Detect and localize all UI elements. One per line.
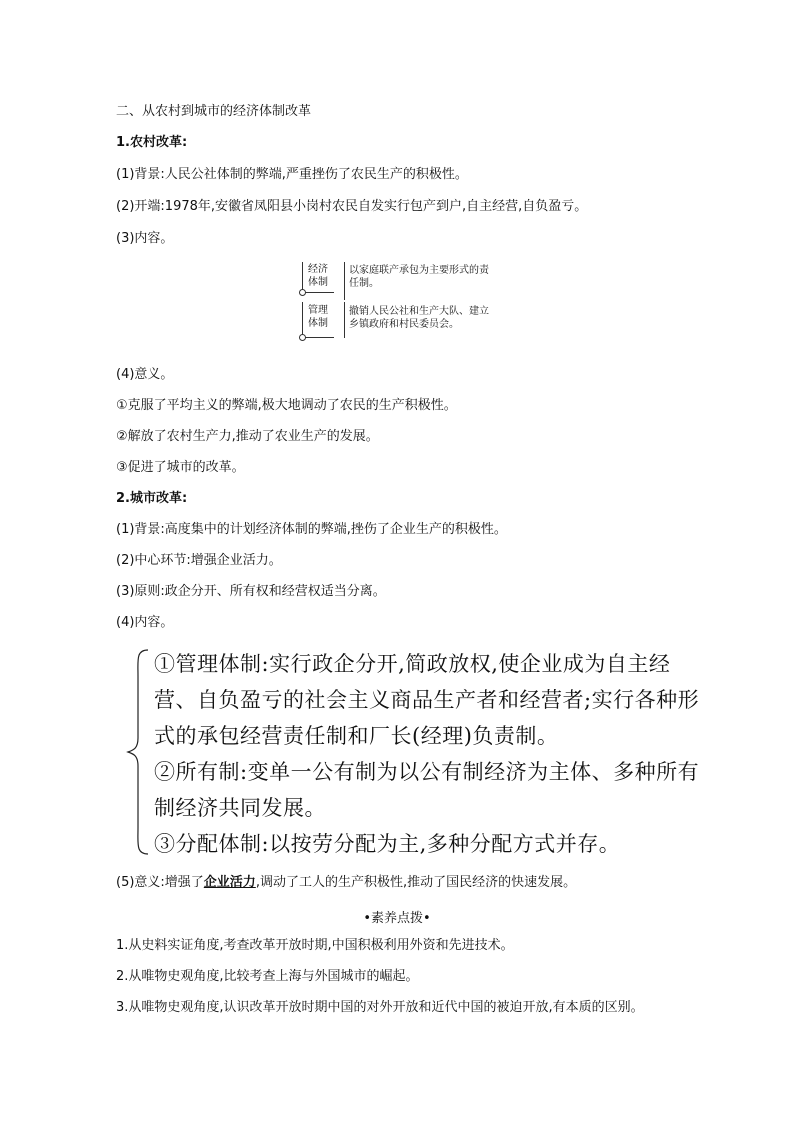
urban-meaning-prefix: (5)意义:增强了 [116,875,204,890]
urban-content-block [126,646,756,858]
economic-label-1: 经济 [308,264,328,275]
management-node-dot [299,334,306,341]
tips-item-3: 3.从唯物史观角度,认识改革开放时期中国的对外开放和近代中国的被迫开放,有本质的区别。 [116,1000,644,1015]
content-line-3: 式的承包经营责任制和厂长(经理)负责制。 [154,724,559,748]
content-line-4: ②所有制:变单一公有制为以公有制经济为主体、多种所有 [154,760,700,784]
management-label-1: 管理 [308,305,328,316]
content-line-6: ③分配体制:以按劳分配为主,多种分配方式并存。 [154,832,621,856]
rural-meaning-2: ②解放了农村生产力,推动了农业生产的发展。 [116,429,379,444]
rural-content-label: (3)内容。 [116,231,174,246]
economic-text-2: 任制。 [349,278,379,289]
urban-principle: (3)原则:政企分开、所有权和经营权适当分离。 [116,584,386,599]
urban-meaning-suffix: ,调动了工人的生产积极性,推动了国民经济的快速发展。 [255,875,577,890]
content-line-1: ①管理体制:实行政企分开,简政放权,使企业成为自主经 [154,652,671,676]
management-label-2: 体制 [308,318,328,329]
section-title: 二、从农村到城市的经济体制改革 [116,104,312,119]
management-divider [302,337,334,338]
economic-divider [302,292,334,293]
rural-meaning-3: ③促进了城市的改革。 [116,460,245,475]
tips-item-1: 1.从史料实证角度,考查改革开放时期,中国积极利用外资和先进技术。 [116,938,514,953]
tips-item-2: 2.从唯物史观角度,比较考查上海与外国城市的崛起。 [116,969,419,984]
rural-heading: 1.农村改革: [116,135,188,150]
rural-meaning-label: (4)意义。 [116,367,174,382]
management-text-1: 撤销人民公社和生产大队、建立 [349,306,489,317]
management-separator [344,302,345,338]
economic-separator [344,262,345,300]
urban-background: (1)背景:高度集中的计划经济体制的弊端,挫伤了企业生产的积极性。 [116,522,507,537]
urban-heading: 2.城市改革: [116,491,188,506]
economic-bracket-line [302,262,303,290]
urban-center: (2)中心环节:增强企业活力。 [116,553,282,568]
urban-meaning-underlined: 企业活力 [203,875,256,890]
economic-text-1: 以家庭联产承包为主要形式的责 [349,265,489,276]
economic-label-2: 体制 [308,277,328,288]
curly-brace-icon [126,646,156,858]
management-text-2: 乡镇政府和村民委员会。 [349,319,459,330]
urban-content-label: (4)内容。 [116,615,174,630]
rural-background: (1)背景:人民公社体制的弊端,严重挫伤了农民生产的积极性。 [116,167,468,182]
economic-node-dot [299,289,306,296]
urban-meaning [116,875,576,891]
rural-start: (2)开端:1978年,安徽省凤阳县小岗村农民自发实行包产到户,自主经营,自负盈亏。 [116,199,588,214]
rural-meaning-1: ①克服了平均主义的弊端,极大地调动了农民的生产积极性。 [116,398,457,413]
content-line-2: 营、自负盈亏的社会主义商品生产者和经营者;实行各种形 [154,688,700,712]
rural-content-diagram [296,258,516,348]
content-line-5: 制经济共同发展。 [154,796,326,820]
tips-title: •素养点拨• [363,911,431,926]
management-bracket-line [302,302,303,338]
